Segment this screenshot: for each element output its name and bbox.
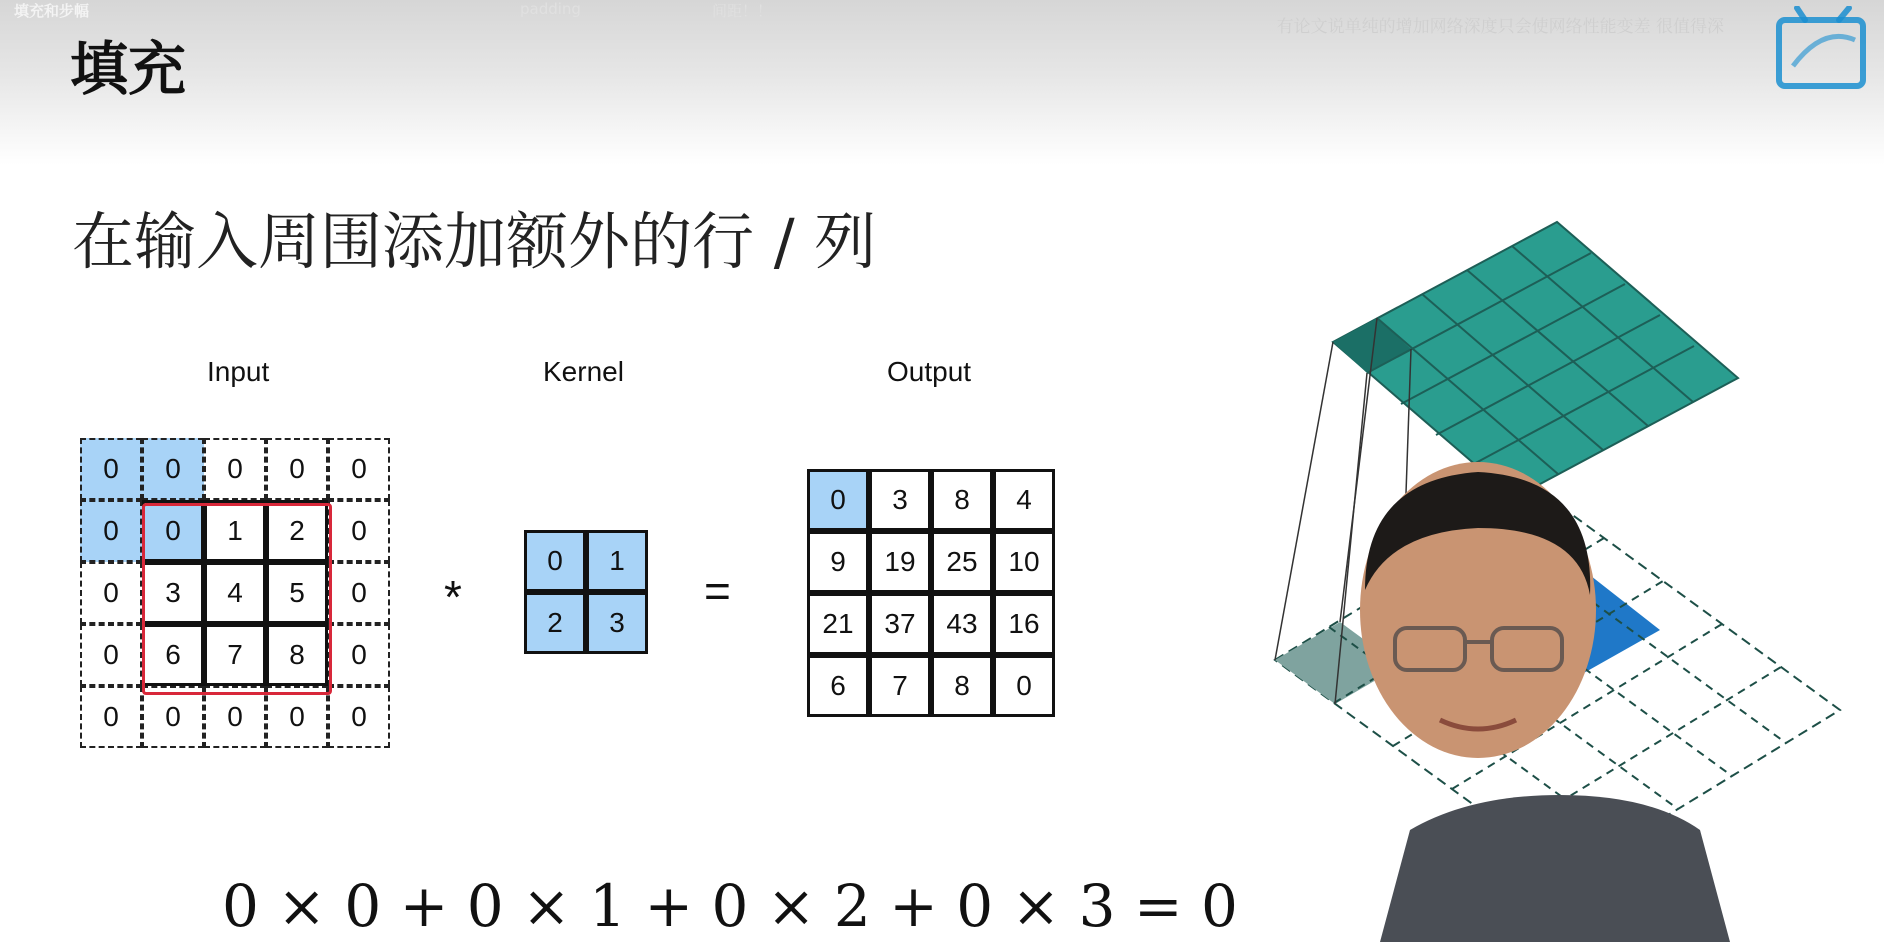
output-cell: 8	[931, 655, 993, 717]
output-cell: 7	[869, 655, 931, 717]
input-cell: 0	[328, 624, 390, 686]
output-plane	[1333, 222, 1738, 498]
input-cell: 0	[142, 686, 204, 748]
kernel-cell: 2	[524, 592, 586, 654]
input-cell: 0	[80, 686, 142, 748]
input-cell: 0	[80, 438, 142, 500]
input-cell: 5	[266, 562, 328, 624]
output-cell: 37	[869, 593, 931, 655]
input-cell: 0	[266, 686, 328, 748]
input-cell: 0	[80, 500, 142, 562]
output-cell: 21	[807, 593, 869, 655]
kernel-label: Kernel	[543, 356, 624, 387]
input-cell: 1	[204, 500, 266, 562]
output-cell: 25	[931, 531, 993, 593]
convolution-operator: *	[444, 571, 462, 623]
input-cell: 0	[328, 500, 390, 562]
output-cell: 0	[807, 469, 869, 531]
output-cell: 4	[993, 469, 1055, 531]
padding-3d-illustration	[1260, 210, 1860, 942]
bilibili-logo-icon	[1775, 6, 1871, 92]
output-cell: 19	[869, 531, 931, 593]
output-grid	[807, 469, 1061, 723]
kernel-grid	[524, 530, 654, 660]
input-cell: 6	[142, 624, 204, 686]
input-cell: 0	[142, 438, 204, 500]
computation-equation: 0 × 0 + 0 × 1 + 0 × 2 + 0 × 3 = 0	[222, 872, 1238, 940]
input-cell: 0	[80, 624, 142, 686]
overlay-hint-spacing: 间距！！	[712, 2, 773, 20]
input-cell: 2	[266, 500, 328, 562]
output-cell: 6	[807, 655, 869, 717]
output-cell: 0	[993, 655, 1055, 717]
danmaku-comment: 有论文说单纯的增加网络深度只会使网络性能变差 很值得深	[1276, 17, 1724, 37]
input-cell: 0	[204, 686, 266, 748]
input-cell: 7	[204, 624, 266, 686]
input-cell: 0	[204, 438, 266, 500]
slide-subtitle: 在输入周围添加额外的行 / 列	[72, 205, 877, 278]
output-cell: 16	[993, 593, 1055, 655]
input-cell: 0	[328, 562, 390, 624]
slide-title: 填充	[70, 35, 187, 103]
video-title: 填充和步幅	[14, 2, 90, 20]
kernel-cell: 1	[586, 530, 648, 592]
input-original-region-outline	[142, 503, 332, 695]
output-label: Output	[887, 356, 972, 387]
input-cell: 0	[266, 438, 328, 500]
input-label: Input	[207, 356, 270, 387]
output-cell: 9	[807, 531, 869, 593]
output-cell: 43	[931, 593, 993, 655]
input-cell: 8	[266, 624, 328, 686]
input-cell: 4	[204, 562, 266, 624]
overlay-hint-padding: padding	[520, 0, 581, 18]
input-cell: 0	[328, 438, 390, 500]
kernel-cell: 0	[524, 530, 586, 592]
output-cell: 3	[869, 469, 931, 531]
equals-operator: =	[704, 565, 731, 617]
input-cell: 3	[142, 562, 204, 624]
kernel-cell: 3	[586, 592, 648, 654]
input-cell: 0	[328, 686, 390, 748]
input-cell: 0	[142, 500, 204, 562]
input-cell: 0	[80, 562, 142, 624]
output-cell: 10	[993, 531, 1055, 593]
output-cell: 8	[931, 469, 993, 531]
